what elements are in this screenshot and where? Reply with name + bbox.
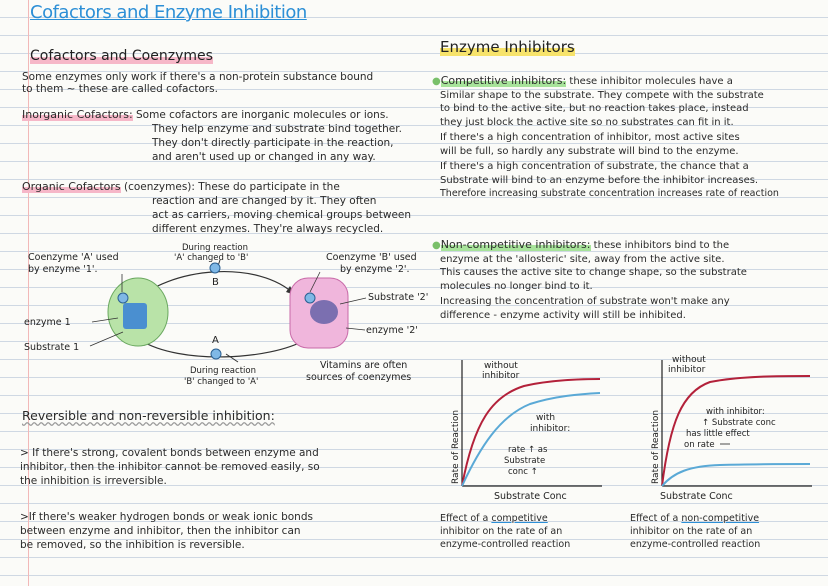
graph1-caption-1a: Effect of a [440, 513, 492, 524]
organic-line-2: reaction and are changed by it. They often [152, 195, 377, 207]
noncompetitive-graph [640, 352, 820, 512]
cofactors-heading-text: Cofactors and Coenzymes [30, 48, 213, 64]
graph2-caption-1b: non-competitive [681, 513, 760, 524]
graph1-without-2: inhibitor [482, 371, 520, 381]
noncomp-line-1: these inhibitors bind to the [590, 240, 730, 251]
pointer-enzyme-2 [346, 328, 365, 330]
inorganic-line-1: Some cofactors are inorganic molecules or ions. [136, 109, 389, 121]
noncomp-line-6: difference - enzyme activity will still be inhibited. [440, 309, 686, 321]
substrate-1-shape [123, 303, 147, 329]
comp-line-4: they just block the active site so no substrates can fit in it. [440, 116, 734, 128]
label-vitamins-2: sources of coenzymes [306, 372, 412, 383]
graph1-with-4: Substrate [504, 456, 546, 466]
competitive-label: Competitive inhibitors: [440, 74, 567, 87]
graph1-with-3: rate ↑ as [508, 445, 548, 455]
noncomp-line-5: Increasing the concentration of substrate won't make any [440, 296, 730, 307]
graph2-caption [630, 512, 820, 551]
reversible-heading [22, 408, 275, 423]
noncomp-line-4: molecules no longer bind to it. [440, 280, 593, 292]
organic-line-4: different enzymes. They're always recycled. [152, 223, 384, 235]
graph1-caption [440, 512, 610, 551]
graph2-with-4: on rate [684, 440, 715, 450]
intro-line-1: Some enzymes only work if there's a non-protein substance bound [22, 71, 374, 83]
cofactors-heading [30, 48, 213, 64]
coenzyme-a-free [211, 349, 221, 359]
label-enzyme-2: enzyme '2' [366, 325, 418, 336]
label-letter-a: A [212, 335, 219, 346]
graph2-caption-2: inhibitor on the rate of an [630, 526, 753, 537]
comp-line-7: If there's a high concentration of substrate, the chance that a [440, 161, 749, 172]
during-bottom-pointer [226, 354, 238, 362]
pointer-substrate-1 [90, 332, 123, 346]
organic-block [22, 180, 442, 236]
graph2-ylabel: Rate of Reaction [651, 409, 661, 484]
reversible-para-1 [20, 446, 420, 488]
graph2-with-inhibitor-curve [662, 464, 810, 486]
graph2-without-2: inhibitor [668, 365, 706, 375]
substrate-2-shape [310, 300, 338, 324]
graph1-ylabel: Rate of Reaction [451, 409, 461, 484]
comp-line-9: Therefore increasing substrate concentration increases rate of reaction [440, 188, 779, 199]
label-coenzyme-b-used-2: by enzyme '2'. [340, 264, 410, 275]
rev-2-line-a: >If there's weaker hydrogen bonds or weak ionic bonds [20, 511, 313, 523]
competitive-block [432, 74, 824, 201]
coenzyme-b-free [210, 263, 220, 273]
noncompetitive-label: Non-competitive inhibitors: [440, 238, 591, 251]
bullet-green-icon: ● [432, 240, 441, 251]
inorganic-block [22, 108, 432, 164]
intro-line-2: to them ~ these are called cofactors. [22, 83, 218, 95]
graph1-with-1: with [536, 413, 556, 423]
comp-line-3: to bind to the active site, but no reaction takes place, instead [440, 103, 749, 114]
organic-line-3: act as carriers, moving chemical groups between [152, 209, 412, 221]
graph1-caption-2: inhibitor on the rate of an [440, 526, 563, 537]
label-enzyme-1: enzyme 1 [24, 317, 71, 328]
rev-1-line-a: > If there's strong, covalent bonds between enzyme and [20, 447, 319, 459]
graph1-xlabel: Substrate Conc [494, 491, 567, 502]
comp-line-8: Substrate will bind to an enzyme before the inhibitor increases. [440, 174, 759, 186]
label-during-bottom-1: During reaction [190, 366, 256, 376]
graph2-without-1: without [672, 355, 706, 365]
inorganic-line-4: and aren't used up or changed in any way. [152, 151, 376, 163]
coenzyme-a-bound [118, 293, 128, 303]
label-substrate-1: Substrate 1 [24, 342, 80, 353]
label-during-top-1: During reaction [182, 243, 248, 253]
label-coenzyme-b-used-1: Coenzyme 'B' used [326, 252, 417, 263]
inorganic-line-2: They help enzyme and substrate bind together. [152, 123, 402, 135]
graph1-with-5: conc ↑ [508, 467, 538, 477]
rev-2-line-c: be removed, so the inhibition is reversible. [20, 539, 245, 551]
noncomp-line-3: This causes the active site to change shape, so the substrate [440, 267, 747, 278]
label-during-top-2: 'A' changed to 'B' [174, 253, 249, 263]
graph2-caption-1a: Effect of a [630, 513, 682, 524]
organic-line-1: (coenzymes): These do participate in the [124, 181, 340, 193]
graph2-caption-3: enzyme-controlled reaction [630, 539, 761, 550]
comp-line-2: Similar shape to the substrate. They compete with the substrate [440, 89, 764, 101]
coenzyme-b-bound [305, 293, 315, 303]
inorganic-label: Inorganic Cofactors: [22, 108, 133, 121]
inorganic-line-3: They don't directly participate in the reaction, [152, 137, 394, 149]
cycle-arrow-bottom [140, 340, 305, 357]
comp-line-5: If there's a high concentration of inhibitor, most active sites [440, 132, 740, 143]
bullet-green-icon: ● [432, 76, 441, 87]
enzyme-inhibitors-heading [440, 38, 575, 56]
graph1-with-2: inhibitor: [530, 424, 571, 434]
noncomp-line-2: enzyme at the 'allosteric' site, away from the active site. [440, 253, 725, 265]
comp-line-1: these inhibitor molecules have a [566, 76, 733, 87]
coenzyme-cycle-diagram [20, 240, 430, 400]
label-substrate-2: Substrate '2' [368, 292, 429, 303]
graph1-without-1: without [484, 361, 518, 371]
graph2-with-3: has little effect [686, 429, 750, 439]
label-coenzyme-a-used-1: Coenzyme 'A' used [28, 252, 119, 263]
graph2-xlabel: Substrate Conc [660, 491, 733, 502]
reversible-para-2 [20, 510, 420, 552]
rev-1-line-c: the inhibition is irreversible. [20, 475, 167, 487]
label-during-bottom-2: 'B' changed to 'A' [184, 377, 259, 387]
label-letter-b: B [212, 277, 219, 288]
organic-label: Organic Cofactors [22, 180, 121, 193]
graph1-caption-3: enzyme-controlled reaction [440, 539, 571, 550]
reversible-heading-text: Reversible and non-reversible inhibition: [22, 408, 275, 423]
page-title: Cofactors and Enzyme Inhibition [30, 2, 307, 23]
enzyme-inhibitors-heading-text: Enzyme Inhibitors [440, 38, 575, 56]
label-vitamins-1: Vitamins are often [320, 360, 408, 371]
noncompetitive-block [432, 238, 824, 322]
comp-line-6: will be full, so hardly any substrate will bind to the enzyme. [440, 145, 739, 157]
rev-1-line-b: inhibitor, then the inhibitor cannot be removed easily, so [20, 461, 320, 473]
rev-2-line-b: between enzyme and inhibitor, then the inhibitor can [20, 525, 301, 537]
graph2-with-1: with inhibitor: [706, 407, 765, 417]
competitive-graph [440, 352, 610, 512]
cofactors-intro [22, 70, 422, 96]
label-coenzyme-a-used-2: by enzyme '1'. [28, 264, 98, 275]
graph1-caption-1b: competitive [491, 513, 548, 524]
graph2-with-2: ↑ Substrate conc [702, 418, 776, 428]
